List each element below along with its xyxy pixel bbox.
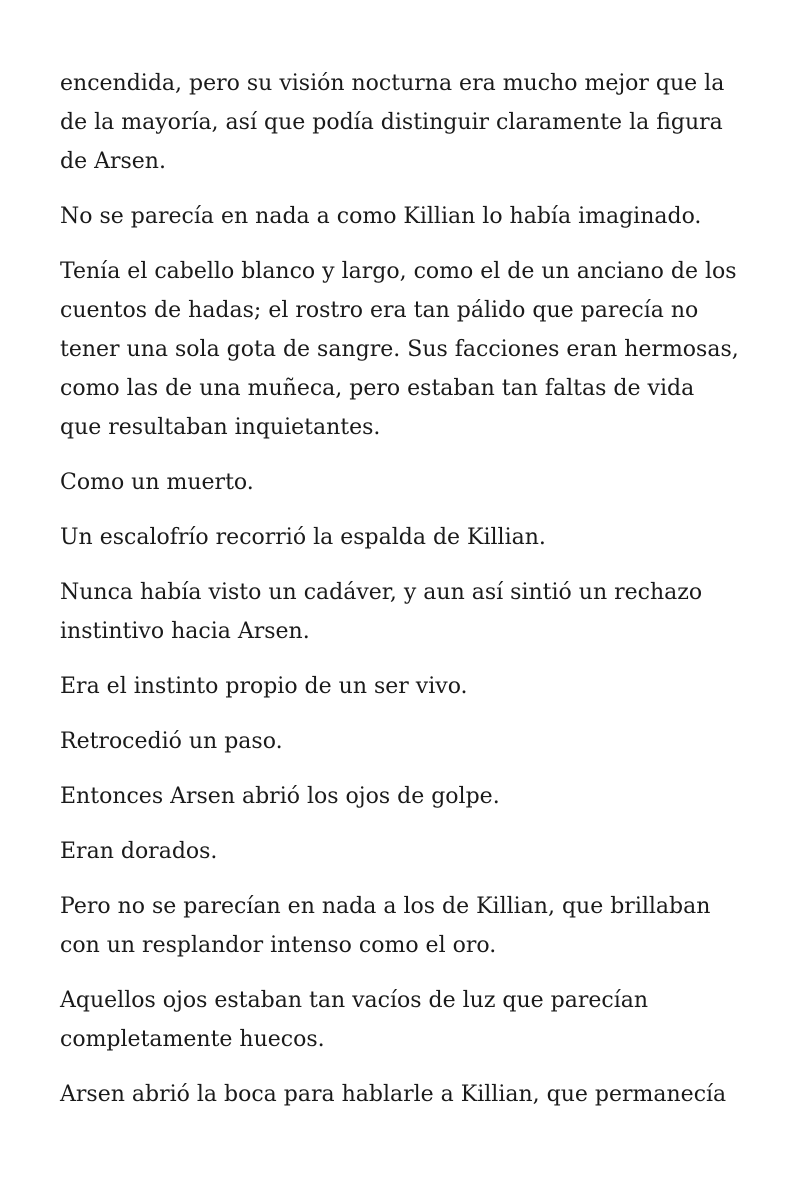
text-line: Arsen abrió la boca para hablarle a Killian, que permanecía [60,1082,727,1107]
text-line: Tenía el cabello blanco y largo, como el de un anciano de los [60,259,737,284]
paragraph [60,1075,760,1114]
text-line: Nunca había visto un cadáver, y aun así sintió un rechazo [60,580,703,605]
paragraph [60,64,760,181]
text-line: tener una sola gota de sangre. Sus facciones eran hermosas, [60,337,739,362]
paragraph [60,887,760,965]
paragraph [60,518,760,557]
paragraph [60,197,760,236]
text-line: que resultaban inquietantes. [60,415,381,440]
text-line: completamente huecos. [60,1027,325,1052]
text-line: No se parecía en nada a como Killian lo había imaginado. [60,204,702,229]
paragraph [60,667,760,706]
paragraph [60,573,760,651]
text-line: Entonces Arsen abrió los ojos de golpe. [60,784,500,809]
paragraph [60,722,760,761]
text-line: con un resplandor intenso como el oro. [60,933,497,958]
paragraph [60,252,760,447]
paragraph [60,777,760,816]
text-line: Eran dorados. [60,839,218,864]
text-line: Era el instinto propio de un ser vivo. [60,674,468,699]
text-line: Aquellos ojos estaban tan vacíos de luz que parecían [60,988,649,1013]
text-line: cuentos de hadas; el rostro era tan pálido que parecía no [60,298,699,323]
text-line: Pero no se parecían en nada a los de Killian, que brillaban [60,894,711,919]
text-line: de Arsen. [60,149,166,174]
text-line: como las de una muñeca, pero estaban tan faltas de vida [60,376,695,401]
text-line: encendida, pero su visión nocturna era mucho mejor que la [60,71,725,96]
text-line: de la mayoría, así que podía distinguir claramente la figura [60,110,723,135]
paragraph [60,832,760,871]
text-line: instintivo hacia Arsen. [60,619,310,644]
text-line: Retrocedió un paso. [60,729,283,754]
document-body [60,64,760,1130]
paragraph [60,463,760,502]
text-line: Como un muerto. [60,470,254,495]
text-line: Un escalofrío recorrió la espalda de Killian. [60,525,546,550]
paragraph [60,981,760,1059]
